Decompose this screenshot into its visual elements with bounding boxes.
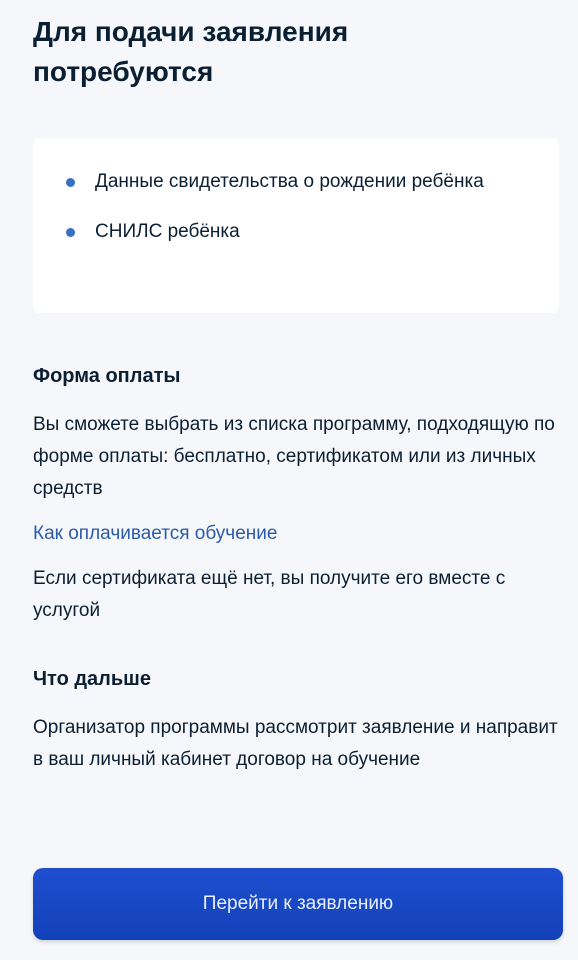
payment-description: Вы сможете выбрать из списка программу, подходящую по форме оплаты: бесплатно, сертификатом или из личных средств (33, 414, 555, 499)
requirements-card (33, 138, 559, 313)
payment-info-link[interactable]: Как оплачивается обучение (33, 523, 278, 544)
next-steps-heading: Что дальше (33, 668, 151, 690)
bullet-icon (66, 178, 75, 187)
go-to-application-button[interactable]: Перейти к заявлению (33, 868, 563, 940)
bullet-icon (66, 228, 75, 237)
list-item (69, 166, 529, 198)
requirement-label: СНИЛС ребёнка (95, 221, 240, 242)
payment-section-heading: Форма оплаты (33, 365, 181, 387)
list-item (69, 216, 529, 248)
page-title: Для подачи заявления потребуются (33, 16, 349, 87)
next-steps-description: Организатор программы рассмотрит заявление и направит в ваш личный кабинет договор на обучение (33, 717, 558, 770)
certificate-note: Если сертификата ещё нет, вы получите его вместе с услугой (33, 568, 506, 621)
requirement-label: Данные свидетельства о рождении ребёнка (95, 171, 484, 192)
requirements-list (69, 166, 529, 248)
